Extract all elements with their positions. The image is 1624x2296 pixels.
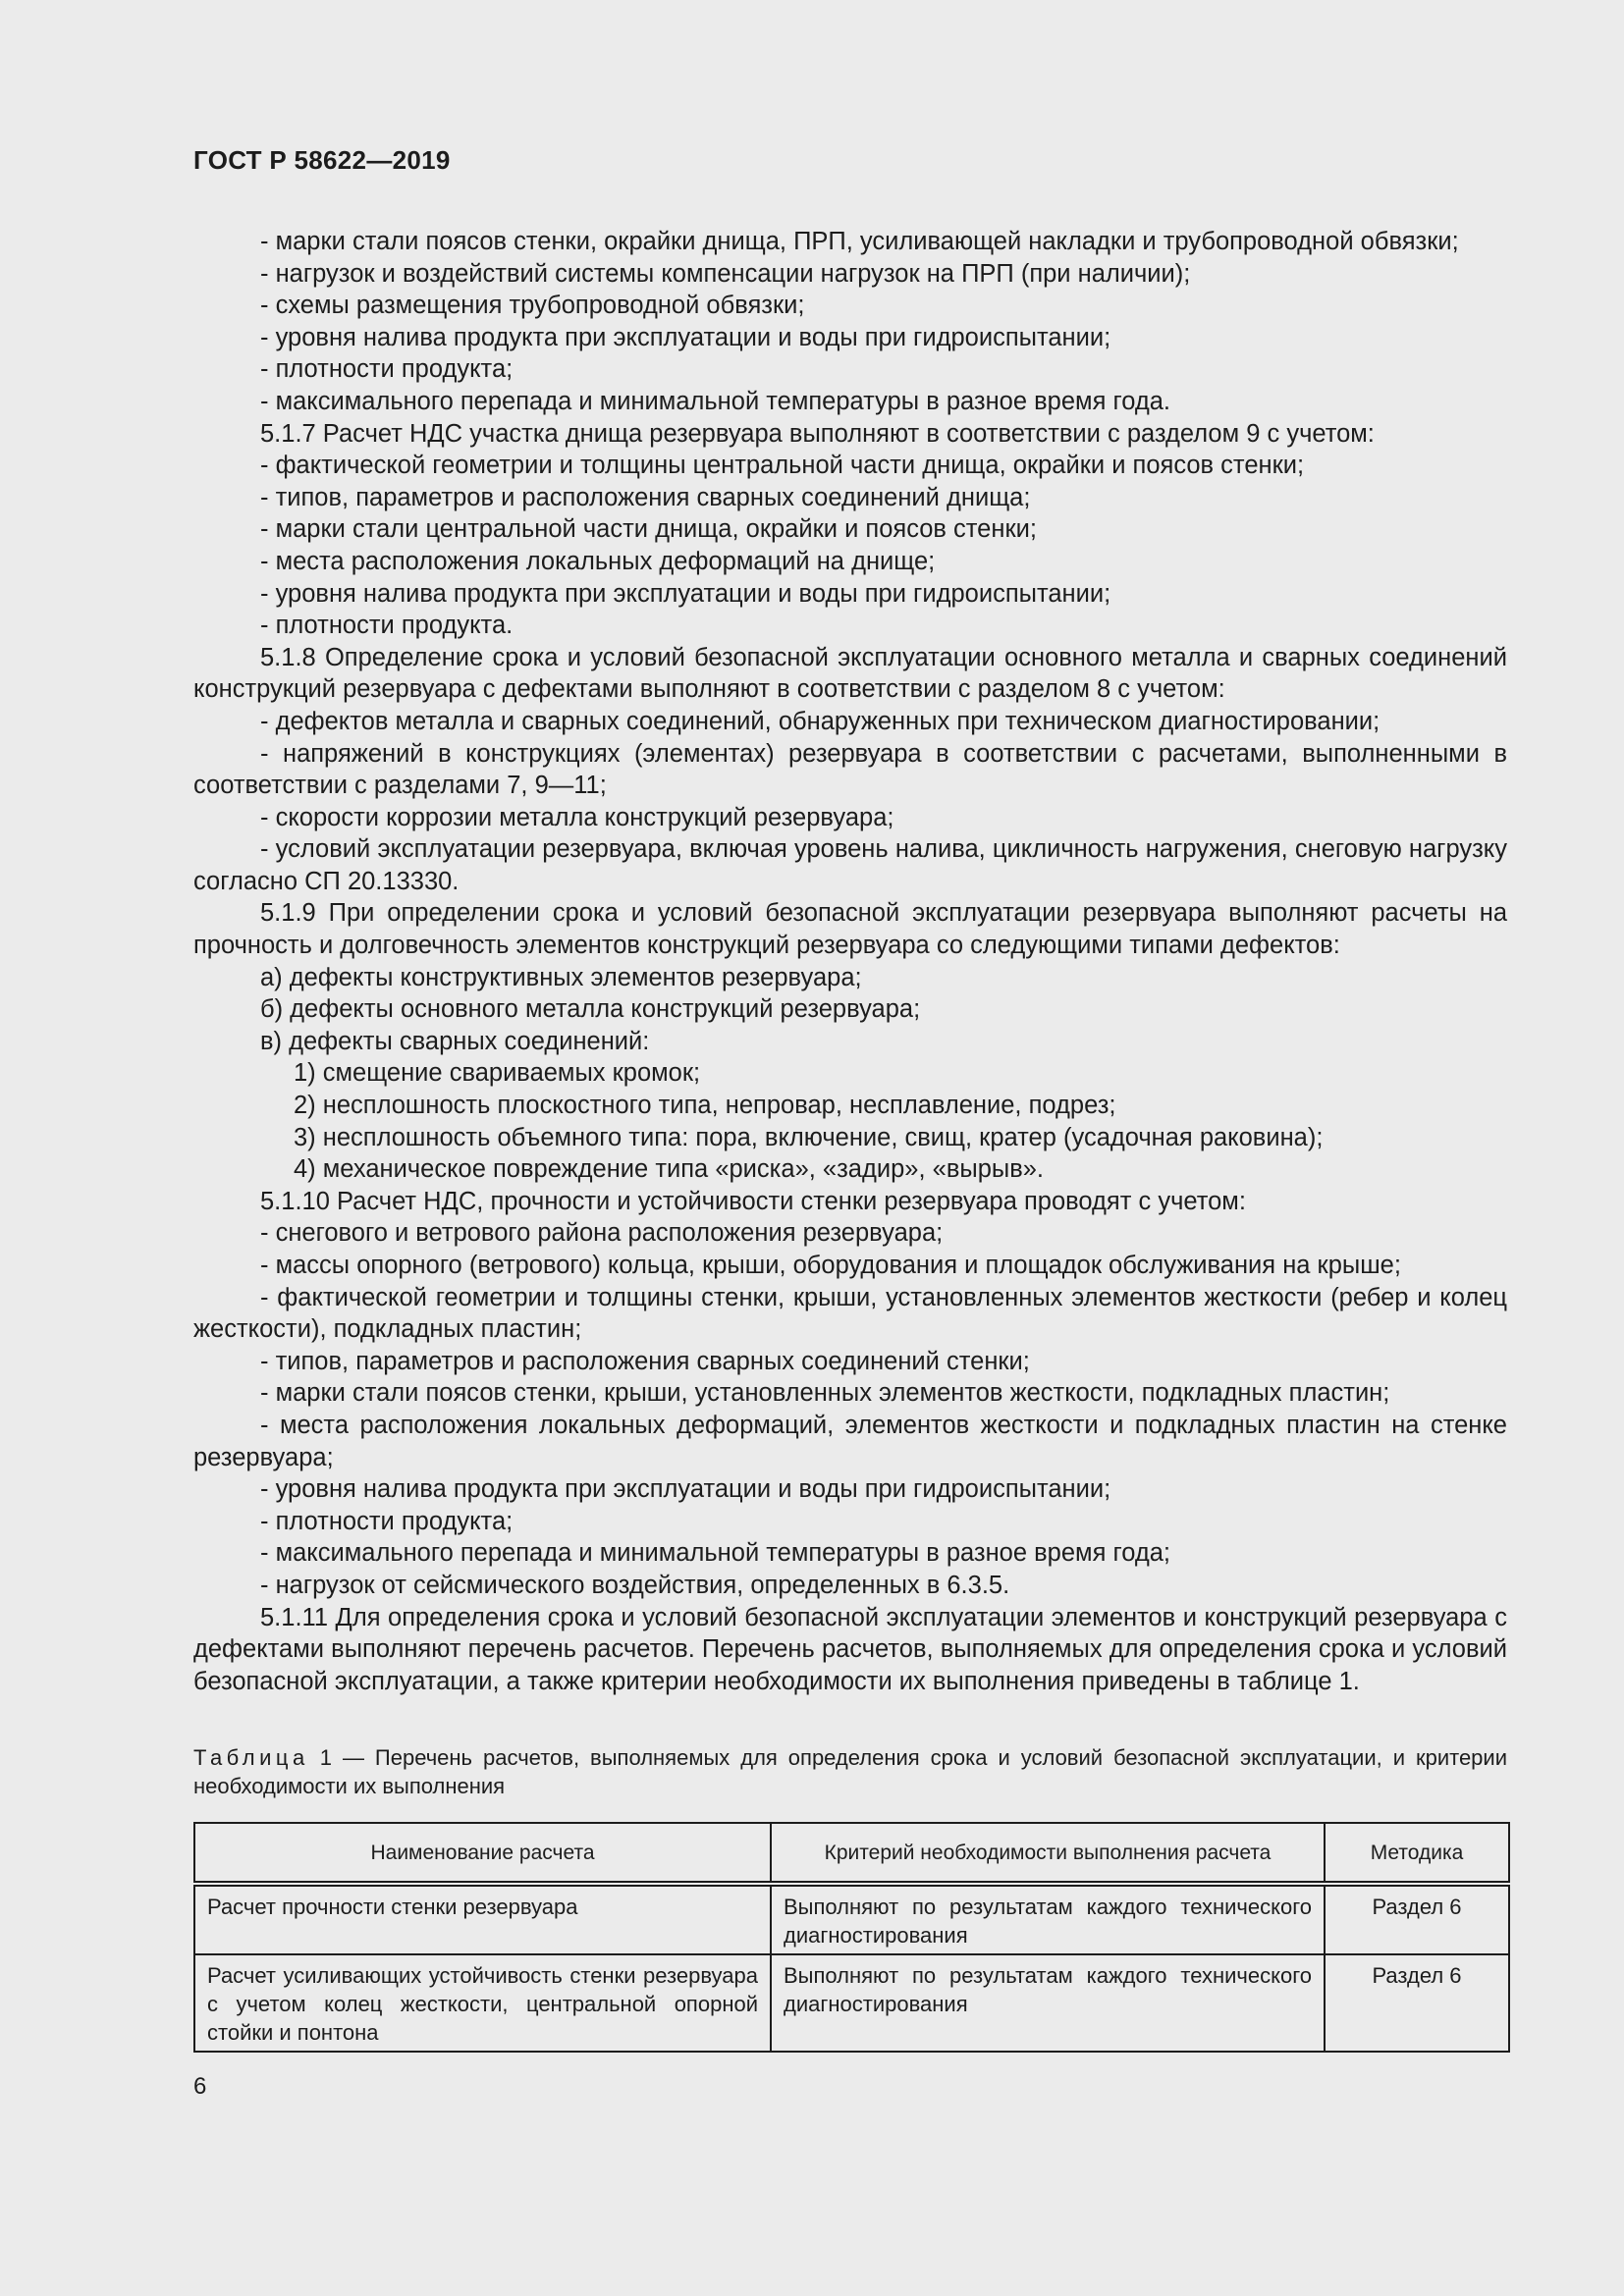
paragraph: - плотности продукта; — [260, 1507, 514, 1535]
table-header-method: Методика — [1325, 1823, 1509, 1884]
paragraph: - напряжений в конструкциях (элементах) резервуара в соответствии с расчетами, выполненными в соответствии с разделами 7, 9—11; — [193, 739, 1507, 800]
paragraph: - типов, параметров и расположения сварных соединений днища; — [260, 483, 1031, 511]
paragraph: - типов, параметров и расположения сварных соединений стенки; — [260, 1347, 1030, 1375]
paragraph: - уровня налива продукта при эксплуатации и воды при гидроиспытании; — [260, 579, 1111, 608]
paragraph: - плотности продукта. — [260, 612, 514, 640]
paragraph: - условий эксплуатации резервуара, включая уровень налива, цикличность нагружения, снеговую нагрузку согласно СП 20.13330. — [193, 835, 1507, 895]
paragraph: - максимального перепада и минимальной температуры в разное время года. — [260, 387, 1170, 415]
paragraph: - уровня налива продукта при эксплуатации и воды при гидроиспытании; — [260, 1475, 1111, 1504]
table-caption-prefix: Таблица — [193, 1745, 309, 1770]
paragraph: - дефектов металла и сварных соединений, обнаруженных при техническом диагностировании; — [260, 707, 1380, 735]
paragraph: 3) несплошность объемного типа: пора, включение, свищ, кратер (усадочная раковина); — [294, 1123, 1324, 1151]
table-header-row — [194, 1823, 1509, 1884]
paragraph: - снегового и ветрового района расположения резервуара; — [260, 1219, 944, 1248]
paragraph: 2) несплошность плоскостного типа, непровар, несплавление, подрез; — [294, 1092, 1116, 1120]
paragraph: а) дефекты конструктивных элементов резервуара; — [260, 963, 862, 991]
paragraph: - нагрузок и воздействий системы компенсации нагрузок на ПРП (при наличии); — [260, 259, 1191, 288]
paragraph: 5.1.11 Для определения срока и условий безопасной эксплуатации элементов и конструкций резервуара с дефектами выполняют перечень расчетов. Перечень расчетов, выполняемых для определения срока и условий безопасной эксплуатации, а также критерии необходимости их выполнения приведены в таблице 1. — [193, 1603, 1507, 1695]
paragraph: 1) смещение свариваемых кромок; — [294, 1059, 701, 1088]
paragraph: - плотности продукта; — [260, 355, 514, 384]
paragraph: - максимального перепада и минимальной температуры в разное время года; — [260, 1539, 1170, 1568]
paragraph: 5.1.10 Расчет НДС, прочности и устойчивости стенки резервуара проводят с учетом: — [260, 1187, 1246, 1215]
paragraph: 4) механическое повреждение типа «риска», «задир», «вырыв». — [294, 1155, 1045, 1184]
table-cell-name: Расчет усиливающих устойчивость стенки резервуара с учетом колец жесткости, центральной опорной стойки и понтона — [194, 1954, 771, 2052]
table-row — [194, 1884, 1509, 1954]
paragraph: - марки стали поясов стенки, окрайки днища, ПРП, усиливающей накладки и трубопроводной обвязки; — [260, 228, 1459, 255]
calculations-table — [193, 1822, 1510, 2053]
paragraph: - марки стали поясов стенки, крыши, установленных элементов жесткости, подкладных пластин; — [260, 1379, 1390, 1408]
paragraph: - массы опорного (ветрового) кольца, крыши, оборудования и площадок обслуживания на крыше; — [260, 1252, 1401, 1279]
paragraph: - схемы размещения трубопроводной обвязки; — [260, 292, 805, 320]
table-cell-criterion: Выполняют по результатам каждого технического диагностирования — [771, 1884, 1325, 1954]
paragraph: - уровня налива продукта при эксплуатации и воды при гидроиспытании; — [260, 323, 1111, 351]
paragraph: б) дефекты основного металла конструкций резервуара; — [260, 995, 921, 1024]
table-caption-text: 1 — Перечень расчетов, выполняемых для определения срока и условий безопасной эксплуатации, и критерии необходимости их выполнения — [193, 1745, 1507, 1798]
paragraph: 5.1.7 Расчет НДС участка днища резервуара выполняют в соответствии с разделом 9 с учетом: — [260, 419, 1375, 448]
paragraph: - марки стали центральной части днища, окрайки и поясов стенки; — [260, 515, 1037, 544]
body-text — [193, 226, 1507, 1697]
table-caption — [193, 1743, 1507, 1800]
table-header-criterion: Критерий необходимости выполнения расчета — [771, 1823, 1325, 1884]
table-cell-method: Раздел 6 — [1325, 1884, 1509, 1954]
paragraph: в) дефекты сварных соединений: — [260, 1027, 650, 1055]
paragraph: - фактической геометрии и толщины центральной части днища, окрайки и поясов стенки; — [260, 452, 1305, 480]
paragraph: - скорости коррозии металла конструкций резервуара; — [260, 803, 894, 831]
document-header: ГОСТ Р 58622—2019 — [193, 145, 451, 175]
table-cell-method: Раздел 6 — [1325, 1954, 1509, 2052]
paragraph: - места расположения локальных деформаций на днище; — [260, 547, 936, 575]
page-number: 6 — [193, 2073, 207, 2100]
paragraph: - фактической геометрии и толщины стенки, крыши, установленных элементов жесткости (ребер и колец жесткости), подкладных пластин; — [193, 1283, 1507, 1344]
table-header-name: Наименование расчета — [194, 1823, 771, 1884]
paragraph: - нагрузок от сейсмического воздействия, определенных в 6.3.5. — [260, 1571, 1010, 1599]
paragraph: 5.1.9 При определении срока и условий безопасной эксплуатации резервуара выполняют расчеты на прочность и долговечность элементов конструкций резервуара со следующими типами дефектов: — [193, 899, 1507, 960]
table-cell-criterion: Выполняют по результатам каждого технического диагностирования — [771, 1954, 1325, 2052]
table-cell-name: Расчет прочности стенки резервуара — [194, 1884, 771, 1954]
paragraph: 5.1.8 Определение срока и условий безопасной эксплуатации основного металла и сварных соединений конструкций резервуара с дефектами выполняют в соответствии с разделом 8 с учетом: — [193, 643, 1507, 704]
paragraph: - места расположения локальных деформаций, элементов жесткости и подкладных пластин на стенке резервуара; — [193, 1411, 1507, 1471]
table-row — [194, 1954, 1509, 2052]
